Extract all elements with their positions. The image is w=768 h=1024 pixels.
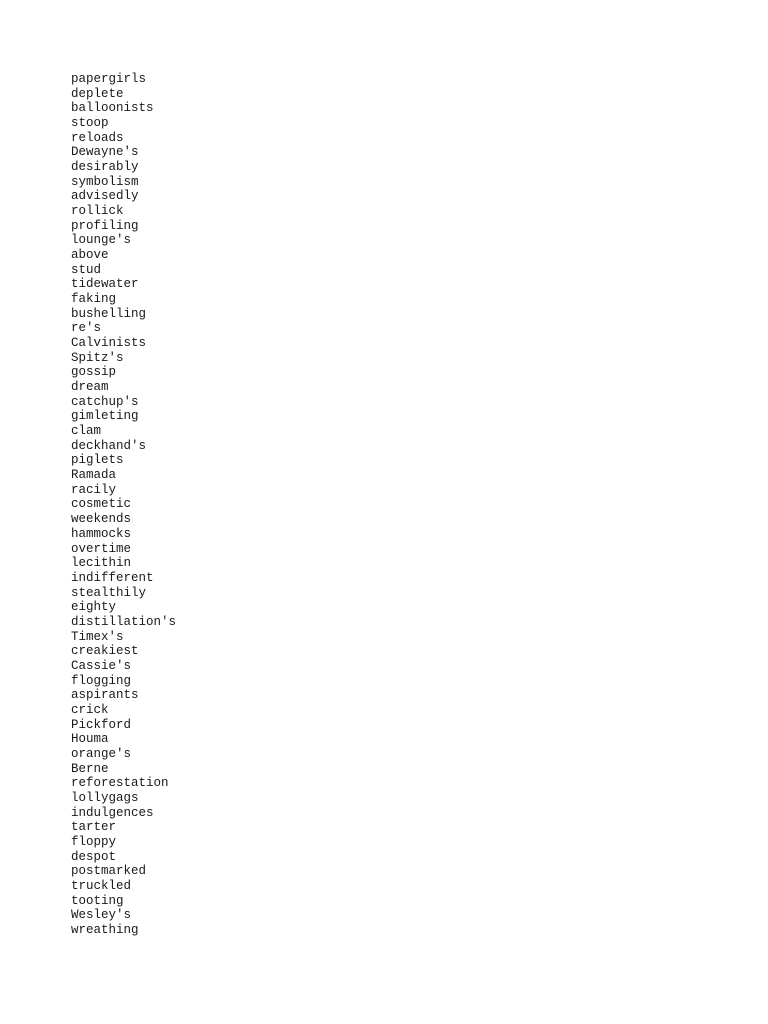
word-list-item: Cassie's [71, 658, 132, 673]
word-list-item: weekends [71, 512, 132, 527]
word-list-item: floppy [71, 834, 117, 849]
word-list-item: stud [71, 262, 102, 277]
word-list-item: Spitz's [71, 350, 124, 365]
word-list-item: distillation's [71, 614, 177, 629]
word-list [71, 72, 176, 938]
word-list-item: papergirls [71, 72, 147, 86]
word-list-item: Timex's [71, 629, 124, 644]
word-list-item: aspirants [71, 688, 139, 703]
word-list-item: Calvinists [71, 336, 147, 351]
word-list-item: crick [71, 702, 109, 717]
word-list-item: tooting [71, 893, 124, 908]
word-list-item: balloonists [71, 101, 154, 116]
word-list-item: above [71, 248, 109, 263]
word-list-item: re's [71, 321, 102, 336]
word-list-item: truckled [71, 878, 132, 893]
word-list-item: lecithin [71, 556, 132, 571]
word-list-item: dream [71, 380, 109, 395]
word-list-item: Berne [71, 761, 109, 776]
word-list-item: gossip [71, 365, 117, 380]
word-list-item: piglets [71, 453, 124, 468]
word-list-item: despot [71, 849, 117, 864]
word-list-item: Dewayne's [71, 145, 139, 160]
word-list-item: wreathing [71, 922, 139, 937]
word-list-item: symbolism [71, 174, 139, 189]
word-list-item: Ramada [71, 468, 117, 483]
word-list-item: advisedly [71, 189, 139, 204]
word-list-item: indifferent [71, 570, 154, 585]
word-list-item: lollygags [71, 790, 139, 805]
word-list-item: stealthily [71, 585, 147, 600]
word-list-item: flogging [71, 673, 132, 688]
word-list-item: orange's [71, 746, 132, 761]
word-list-item: lounge's [71, 233, 132, 248]
word-list-item: tarter [71, 820, 117, 835]
word-list-item: catchup's [71, 394, 139, 409]
word-list-item: faking [71, 292, 117, 307]
word-list-item: Houma [71, 732, 109, 747]
word-list-item: stoop [71, 116, 109, 131]
word-list-item: creakiest [71, 644, 139, 659]
word-list-item: clam [71, 424, 102, 439]
word-list-item: postmarked [71, 864, 147, 879]
word-list-item: tidewater [71, 277, 139, 292]
word-list-item: cosmetic [71, 497, 132, 512]
word-list-item: Pickford [71, 717, 132, 732]
word-list-item: racily [71, 482, 117, 497]
word-list-item: indulgences [71, 805, 154, 820]
word-list-item: rollick [71, 204, 124, 219]
word-list-item: hammocks [71, 526, 132, 541]
word-list-item: overtime [71, 541, 132, 556]
word-list-item: deckhand's [71, 438, 147, 453]
word-list-item: profiling [71, 218, 139, 233]
word-list-item: reloads [71, 130, 124, 145]
word-list-item: Wesley's [71, 908, 132, 923]
word-list-item: desirably [71, 160, 139, 175]
word-list-item: eighty [71, 600, 117, 615]
word-list-item: bushelling [71, 306, 147, 321]
word-list-item: gimleting [71, 409, 139, 424]
word-list-item: deplete [71, 86, 124, 101]
word-list-item: reforestation [71, 776, 169, 791]
